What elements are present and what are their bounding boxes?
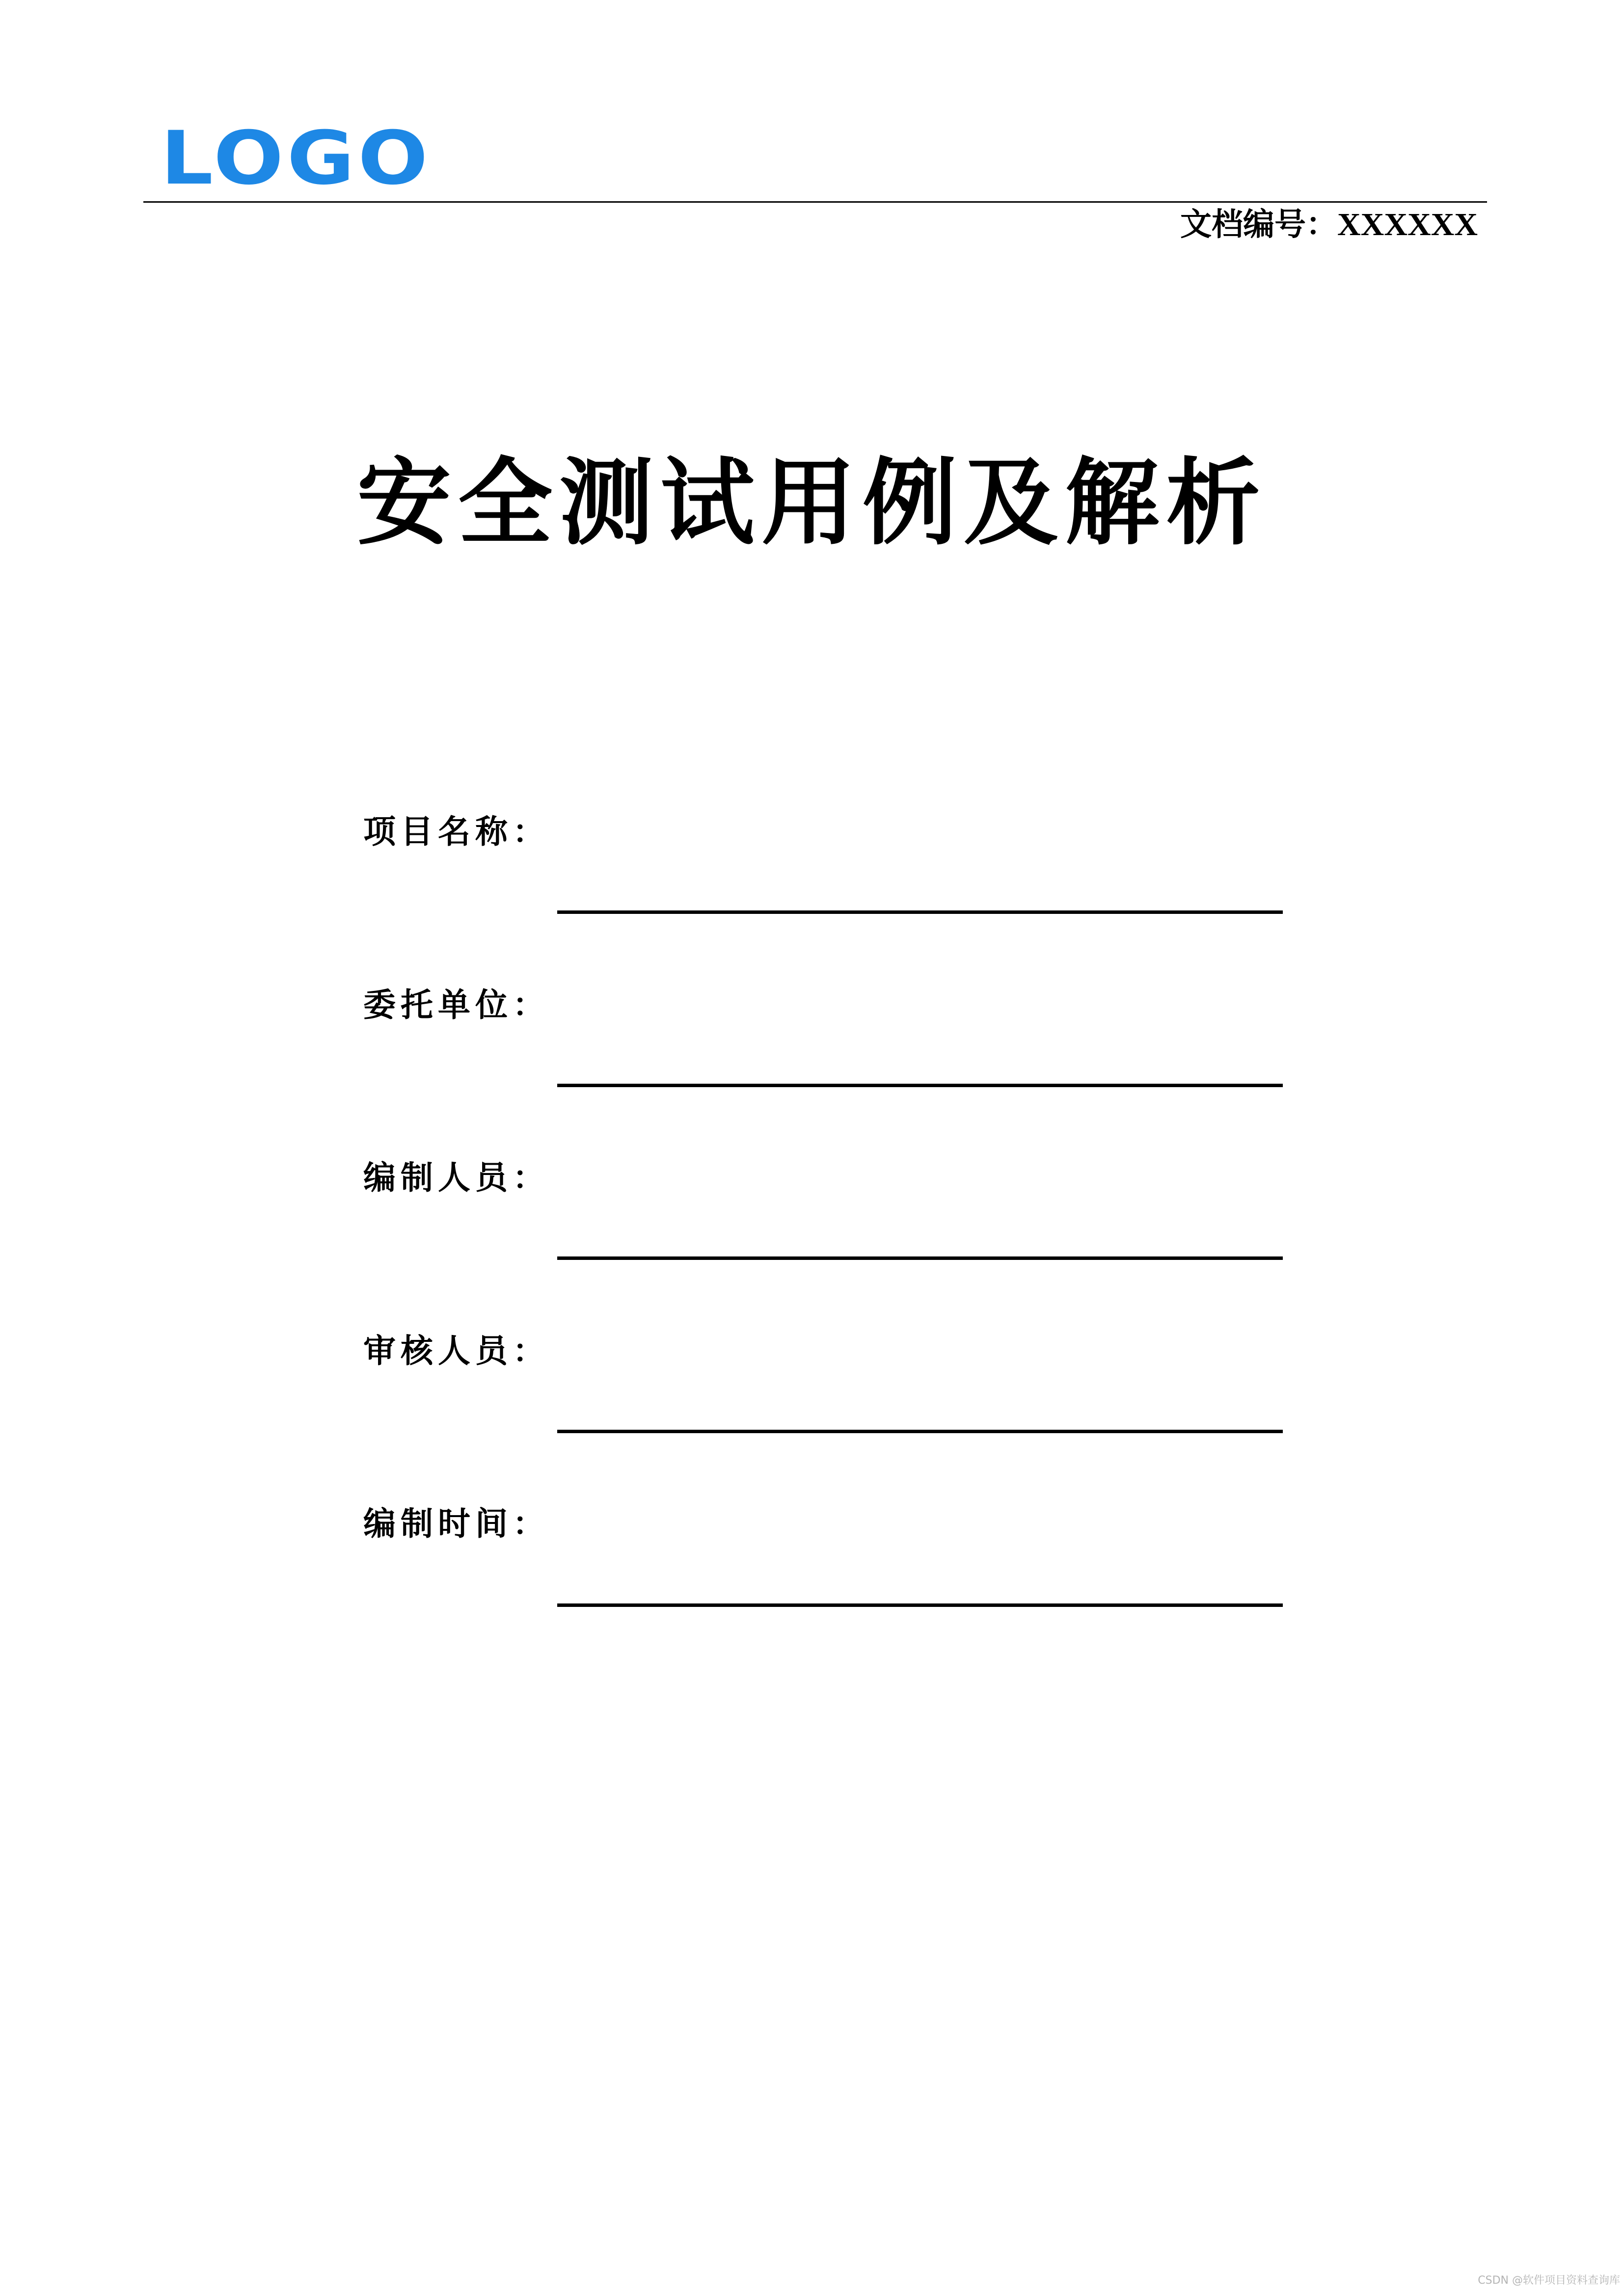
field-label-project-name: 项目名称： — [363, 812, 550, 851]
watermark: CSDN @软件项目资料查询库 — [1478, 2274, 1620, 2287]
document-number-label: 文档编号： — [1180, 206, 1338, 243]
field-prepared-date — [363, 1504, 1286, 1602]
field-underline-project-name[interactable] — [557, 910, 1283, 914]
logo — [161, 116, 432, 201]
field-label-reviewed-by: 审核人员： — [363, 1332, 550, 1370]
field-label-client-unit: 委托单位： — [363, 986, 550, 1024]
field-underline-client-unit[interactable] — [557, 1084, 1283, 1087]
field-project-name — [363, 812, 1286, 910]
field-label-prepared-date: 编制时间： — [363, 1504, 550, 1543]
field-reviewed-by — [363, 1332, 1286, 1430]
field-client-unit — [363, 986, 1286, 1084]
field-underline-reviewed-by[interactable] — [557, 1430, 1283, 1433]
field-underline-prepared-date[interactable] — [557, 1603, 1283, 1607]
document-title: 安全测试用例及解析 — [357, 448, 1267, 558]
document-number-value: XXXXXX — [1337, 207, 1478, 242]
field-prepared-by — [363, 1158, 1286, 1256]
field-underline-prepared-by[interactable] — [557, 1256, 1283, 1260]
logo-text: LOGO — [161, 116, 432, 201]
document-number — [1180, 205, 1478, 244]
field-label-prepared-by: 编制人员： — [363, 1158, 550, 1197]
header-divider — [143, 201, 1487, 203]
